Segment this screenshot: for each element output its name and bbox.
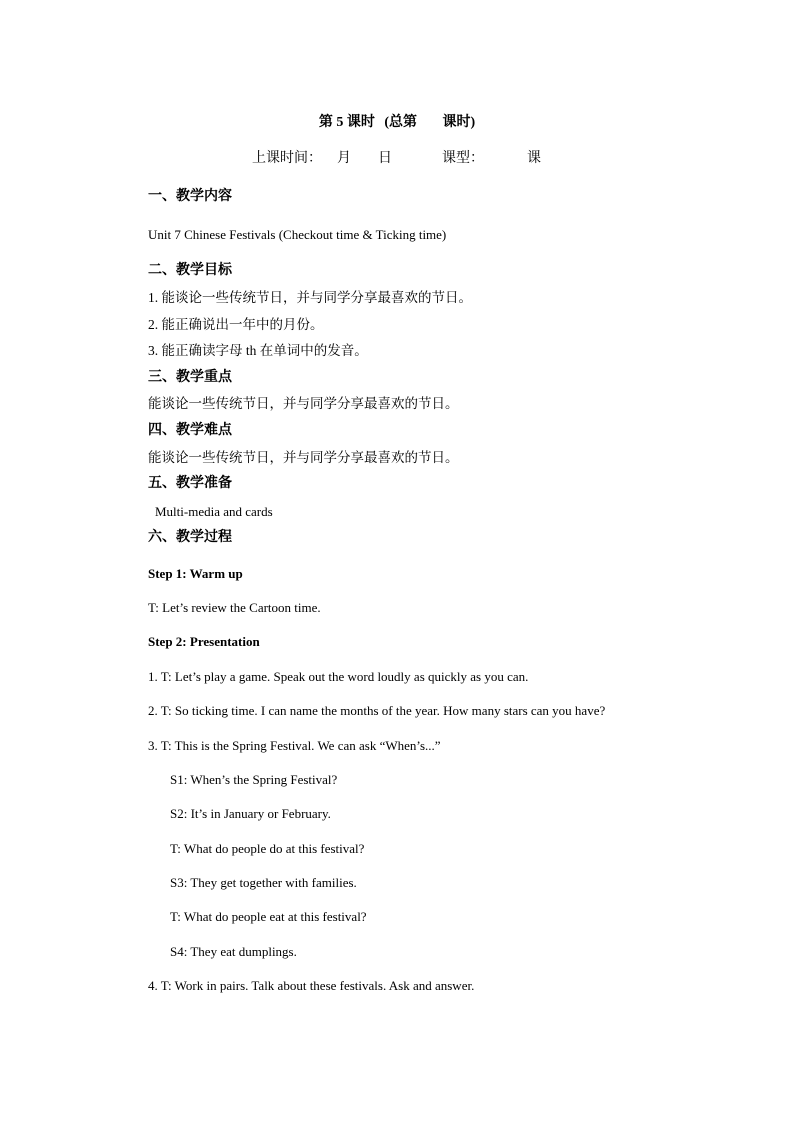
process-item: 2. T: So ticking time. I can name the months of the year. How many stars can you have? [148, 703, 606, 718]
dialogue-line: T: What do people eat at this festival? [170, 909, 367, 924]
step1-text: T: Let’s review the Cartoon time. [148, 600, 321, 615]
process-item: 3. T: This is the Spring Festival. We can ask “When’s...” [148, 738, 441, 753]
dialogue-line: T: What do people do at this festival? [170, 841, 365, 856]
step2-title: Step 2: Presentation [148, 634, 260, 649]
dialogue-line: S2: It’s in January or February. [170, 806, 331, 821]
dialogue-line: S4: They eat dumplings. [170, 944, 297, 959]
schedule-type-label: 课型： [442, 151, 484, 166]
goal-item: 2. 能正确说出一年中的月份。 [148, 317, 324, 332]
key-heading: 三、教学重点 [148, 370, 232, 385]
lesson-title-total: (总第 [384, 115, 417, 130]
content-heading: 一、教学内容 [148, 189, 232, 204]
content-text: Unit 7 Chinese Festivals (Checkout time & Ticking time) [148, 227, 447, 242]
schedule-day: 日 [378, 151, 392, 166]
goal-item: 1. 能谈论一些传统节日，并与同学分享最喜欢的节日。 [148, 290, 472, 305]
goal-item: 3. 能正确读字母 th 在单词中的发音。 [148, 343, 368, 358]
prep-text: Multi-media and cards [155, 504, 273, 519]
lesson-title [0, 116, 794, 130]
dialogue-line: S3: They get together with families. [170, 875, 357, 890]
dialogue-line: S1: When’s the Spring Festival? [170, 772, 338, 787]
schedule-type-suffix: 课 [527, 151, 541, 166]
goals-heading: 二、教学目标 [148, 263, 232, 278]
difficulty-heading: 四、教学难点 [148, 423, 232, 438]
process-item: 1. T: Let’s play a game. Speak out the word loudly as quickly as you can. [148, 669, 529, 684]
lesson-title-suffix: 课时) [442, 115, 476, 130]
key-text: 能谈论一些传统节日，并与同学分享最喜欢的节日。 [148, 396, 459, 411]
schedule-label: 上课时间： [252, 151, 322, 166]
prep-heading: 五、教学准备 [148, 476, 232, 491]
process-item-4: 4. T: Work in pairs. Talk about these festivals. Ask and answer. [148, 978, 475, 993]
step1-title: Step 1: Warm up [148, 566, 243, 581]
process-heading: 六、教学过程 [148, 530, 232, 545]
schedule-month: 月 [337, 151, 351, 166]
lesson-title-number: 第 5 课时 [318, 115, 375, 130]
difficulty-text: 能谈论一些传统节日，并与同学分享最喜欢的节日。 [148, 450, 459, 465]
